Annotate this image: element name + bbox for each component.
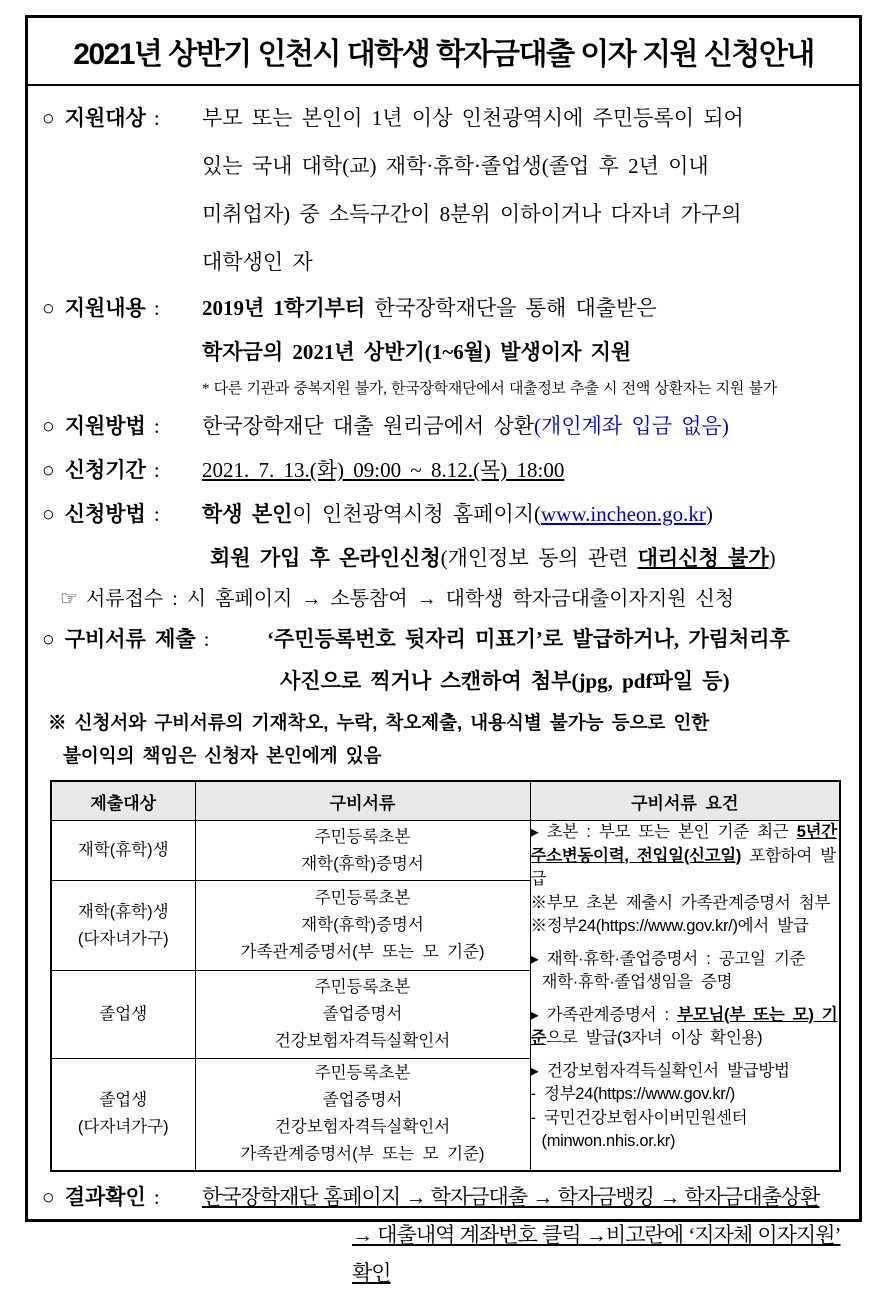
header-docs: 구비서류 (195, 781, 530, 821)
target-cell: 재학(휴학)생 (51, 821, 195, 881)
circle-bullet-icon: ○ (42, 502, 55, 526)
section-apply-period (42, 448, 847, 492)
target-line: 미취업자) 중 소득구간이 8분위 이하이거나 다자녀 가구의 (202, 202, 742, 226)
target-line: 대학생인 자 (202, 250, 313, 274)
incheon-homepage-link[interactable]: www.incheon.go.kr (541, 502, 706, 526)
docs-line: ‘주민등록번호 뒷자리 미표기’로 발급하거나, 가림처리후 (267, 627, 790, 651)
section-support-content (42, 286, 847, 374)
section-apply-method (42, 492, 847, 580)
circle-bullet-icon: ○ (42, 1184, 55, 1209)
req-family-cert: ▸ 가족관계증명서 : 부모님(부 또는 모) 기준으로 발급(3자녀 이상 확인용) (530, 1005, 838, 1047)
circle-bullet-icon: ○ (42, 106, 55, 130)
req-health-insurance: ▸ 건강보험자격득실확인서 발급방법 - 정부24(https://www.gov.kr/) - 국민건강보험사이버민원센터 (minwon.nhis.or.kr) (530, 1061, 790, 1150)
table-row (51, 821, 840, 881)
document-body (28, 86, 859, 1292)
document-receipt-path: ☞ 서류접수 : 시 홈페이지 → 소통참여 → 대학생 학자금대출이자지원 신청 (60, 588, 735, 610)
section-support-method (42, 404, 847, 448)
table-header-row (51, 781, 840, 821)
docs-cell: 주민등록초본 졸업증명서 건강보험자격득실확인서 가족관계증명서(부 또는 모 기준) (195, 1059, 530, 1171)
header-target: 제출대상 (51, 781, 195, 821)
section-label: ○ 신청기간 : (42, 458, 160, 482)
header-requirements: 구비서류 요건 (530, 781, 840, 821)
target-line: 있는 국내 대학(교) 재학·휴학·졸업생(졸업 후 2년 이내 (202, 154, 709, 178)
responsibility-warning: ※ 신청서와 구비서류의 기재착오, 누락, 착오제출, 내용식별 불가능 등으로 인한 불이익의 책임은 신청자 본인에게 있음 (48, 712, 710, 766)
circle-bullet-icon: ○ (42, 296, 55, 320)
result-path-line: 한국장학재단 홈페이지 → 학자금대출 → 학자금뱅킹 → 학자금대출상환 (202, 1184, 820, 1209)
docs-cell: 주민등록초본 재학(휴학)증명서 (195, 821, 530, 881)
content-line: 2019년 1학기부터 한국장학재단을 통해 대출받은 (202, 296, 657, 320)
period-value: 2021. 7. 13.(화) 09:00 ~ 8.12.(목) 18:00 (202, 458, 565, 482)
apply-line: 학생 본인이 인천광역시청 홈페이지(www.incheon.go.kr) (202, 502, 713, 526)
circle-bullet-icon: ○ (42, 414, 55, 438)
required-documents-table (50, 780, 841, 1172)
no-personal-account-note: (개인계좌 입금 없음) (534, 414, 729, 438)
section-support-target (42, 94, 847, 286)
circle-bullet-icon: ○ (42, 627, 55, 651)
target-cell: 졸업생 (다자녀가구) (51, 1059, 195, 1171)
pointing-hand-icon: ☞ (60, 588, 78, 610)
docs-cell: 주민등록초본 졸업증명서 건강보험자격득실확인서 (195, 971, 530, 1059)
apply-line: 회원 가입 후 온라인신청(개인정보 동의 관련 대리신청 불가) (210, 546, 776, 570)
page-title: 2021년 상반기 인천시 대학생 학자금대출 이자 지원 신청안내 (28, 18, 859, 86)
result-path-line: → 대출내역 계좌번호 클릭 →비고란에 ‘지자체 이자지원’ 확인 (352, 1222, 841, 1285)
content-line: 학자금의 2021년 상반기(1~6월) 발생이자 지원 (202, 340, 632, 364)
req-enrollment-cert: ▸ 재학·휴학·졸업증명서 : 공고일 기준 재학·휴학·졸업생임을 증명 (530, 949, 806, 991)
circle-bullet-icon: ○ (42, 458, 55, 482)
section-label: ○ 결과확인 : (42, 1184, 160, 1209)
section-label: ○ 신청방법 : (42, 502, 160, 526)
target-cell: 졸업생 (51, 971, 195, 1059)
docs-line: 사진으로 찍거나 스캔하여 첨부(jpg, pdf파일 등) (280, 669, 730, 693)
section-label: ○ 지원내용 : (42, 296, 160, 320)
section-result-check (42, 1178, 847, 1292)
document-frame (25, 15, 862, 1285)
section-label: ○ 지원방법 : (42, 414, 160, 438)
target-line: 부모 또는 본인이 1년 이상 인천광역시에 주민등록이 되어 (202, 106, 744, 130)
duplicate-support-note: * 다른 기관과 중복지원 불가, 한국장학재단에서 대출정보 추출 시 전액 상환자는 지원 불가 (202, 381, 777, 397)
docs-cell: 주민등록초본 재학(휴학)증명서 가족관계증명서(부 또는 모 기준) (195, 881, 530, 971)
section-required-docs (42, 618, 847, 702)
req-chobon: ▸ 초본 : 부모 또는 본인 기준 최근 5년간 주소변동이력, 전입일(신고일) 포함하여 발급 ※부모 초본 제출시 가족관계증명서 첨부 ※정부24(https://www.gov.kr/)에서 발급 (530, 823, 837, 935)
method-line: 한국장학재단 대출 원리금에서 상환(개인계좌 입금 없음) (202, 414, 729, 438)
section-label: ○ 지원대상 : (42, 106, 160, 130)
section-label: ○ 구비서류 제출 : (42, 627, 210, 651)
requirements-cell (530, 821, 840, 1171)
target-cell: 재학(휴학)생 (다자녀가구) (51, 881, 195, 971)
